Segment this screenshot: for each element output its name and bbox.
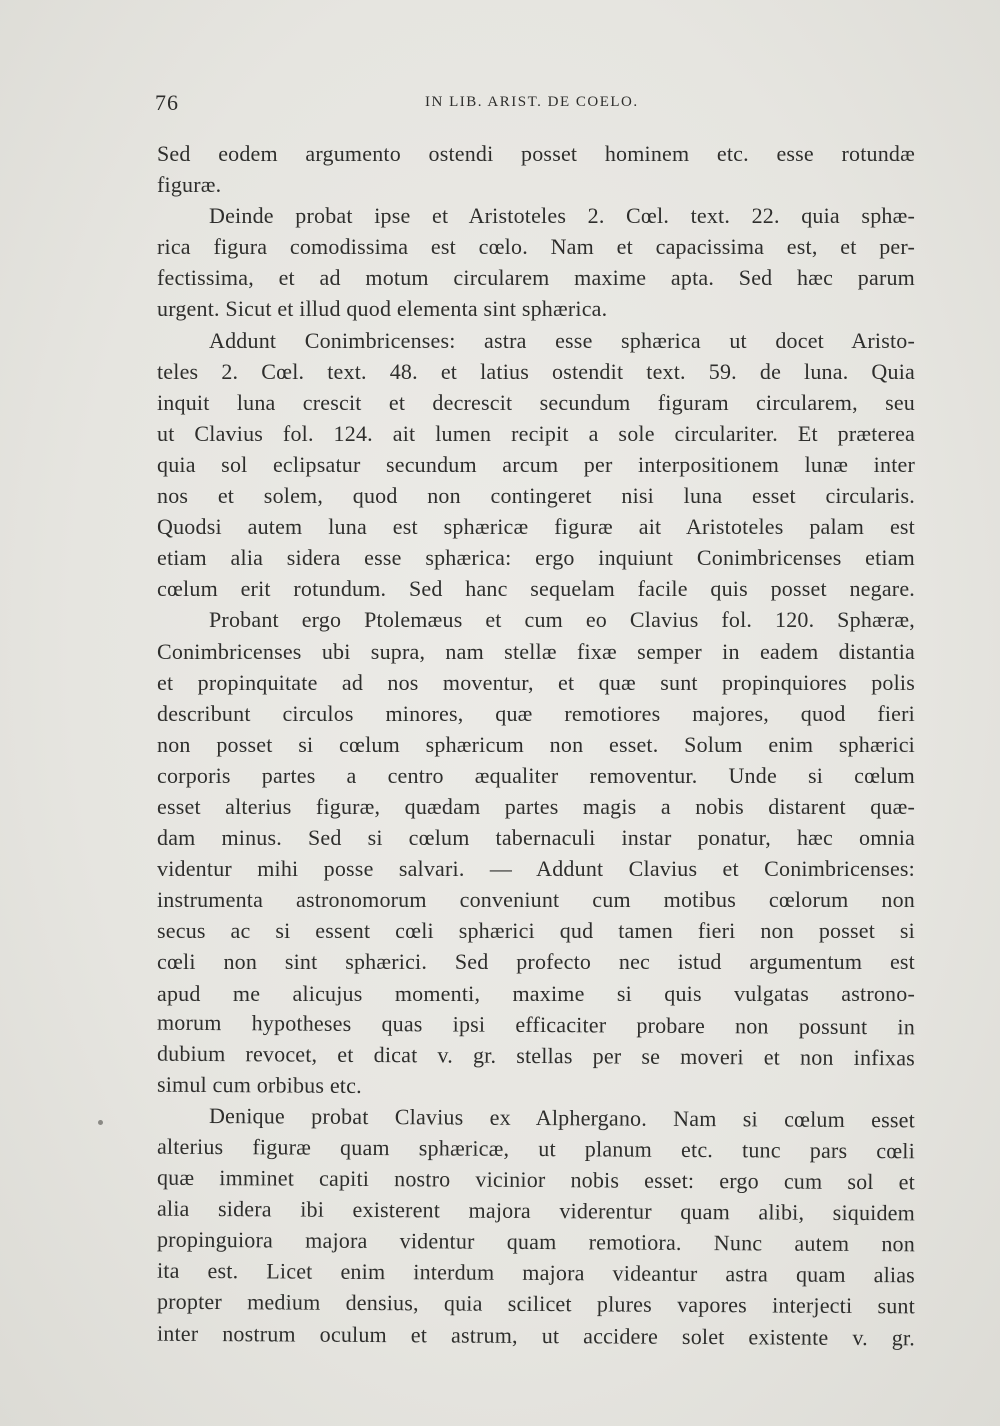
text-line: urgent. Sicut et illud quod elementa sint sphærica. [157,296,608,322]
text-line: propinguiora majora videntur quam remotiora. Nunc autem non [156,1226,916,1257]
text-line: Quodsi autem luna est sphæricæ figuræ ait Aristoteles palam est [157,514,915,540]
text-line: esset alterius figuræ, quædam partes magis a nobis distarent quæ- [157,793,915,819]
text-line: inquit luna crescit et decrescit secundum figuram circularem, seu [157,389,915,415]
text-line: non posset si cœlum sphæricum non esset. Solum enim sphærici [157,731,915,757]
text-line: alia sidera ibi existerent majora viderentur quam alibi, siquidem [156,1195,916,1226]
text-line: videntur mihi posse salvari. — Addunt Clavius et Conimbricenses: [157,856,915,882]
text-line: apud me alicujus momenti, maxime si quis vulgatas astrono- [157,980,915,1006]
text-line: Denique probat Clavius ex Alphergano. Nam si cœlum esset [208,1102,916,1133]
running-title: IN LIB. ARIST. DE COELO. [425,94,639,110]
text-line: corporis partes a centro æqualiter removentur. Unde si cœlum [157,762,915,788]
running-head [155,90,915,120]
body-text [157,138,915,1351]
text-line: simul cum orbibus etc. [156,1071,362,1098]
text-line: ita est. Licet enim interdum majora videantur astra quam alias [156,1258,916,1288]
text-line: morum hypotheses quas ipsi efficaciter probare non possunt in [156,1009,916,1039]
text-line: figuræ. [157,172,222,198]
text-line: describunt circulos minores, quæ remotiores majores, quod fieri [157,700,915,726]
text-line: secus ac si essent cœli sphærici qud tamen fieri non posset si [157,918,915,944]
text-line: cœlum erit rotundum. Sed hanc sequelam facile quis posset negare. [157,576,915,602]
text-line: fectissima, et ad motum circularem maxime apta. Sed hæc parum [157,265,915,291]
text-line: teles 2. Cœl. text. 48. et latius ostendit text. 59. de luna. Quia [157,358,915,384]
page-number: 76 [155,90,179,115]
text-line: dam minus. Sed si cœlum tabernaculi instar ponatur, hæc omnia [157,825,915,851]
text-line: ut Clavius fol. 124. ait lumen recipit a sole circulariter. Et præterea [157,420,915,446]
text-line: Sed eodem argumento ostendi posset hominem etc. esse rotundæ [157,141,915,166]
text-line: Probant ergo Ptolemæus et cum eo Clavius fol. 120. Sphæræ, [209,607,915,633]
paper-speck [98,1120,103,1125]
text-line: cœli non sint sphærici. Sed profecto nec istud argumentum est [157,949,915,975]
text-line: inter nostrum oculum et astrum, ut accidere solet existente v. gr. [156,1320,916,1350]
text-line: nos et solem, quod non contingeret nisi luna esset circularis. [157,483,915,509]
text-line: quæ imminet capiti nostro vicinior nobis esset: ergo cum sol et [156,1164,916,1195]
text-line: instrumenta astronomorum conveniunt cum motibus cœlorum non [157,887,915,913]
text-line: dubium revocet, et dicat v. gr. stellas per se moveri et non infixas [156,1040,916,1071]
text-line: Addunt Conimbricenses: astra esse sphærica ut docet Aristo- [209,327,915,353]
text-line: alterius figuræ quam sphæricæ, ut planum etc. tunc pars cœli [156,1133,916,1164]
text-line: etiam alia sidera esse sphærica: ergo inquiunt Conimbricenses etiam [157,545,915,571]
text-line: et propinquitate ad nos moventur, et quæ sunt propinquiores polis [157,669,915,695]
text-line: propter medium densius, quia scilicet plures vapores interjecti sunt [156,1289,916,1319]
text-line: Deinde probat ipse et Aristoteles 2. Cœl. text. 22. quia sphæ- [209,203,915,229]
text-line: quia sol eclipsatur secundum arcum per interpositionem lunæ inter [157,451,915,477]
text-line: Conimbricenses ubi supra, nam stellæ fixæ semper in eadem distantia [157,638,915,664]
text-line: rica figura comodissima est cœlo. Nam et capacissima est, et per- [157,234,915,260]
